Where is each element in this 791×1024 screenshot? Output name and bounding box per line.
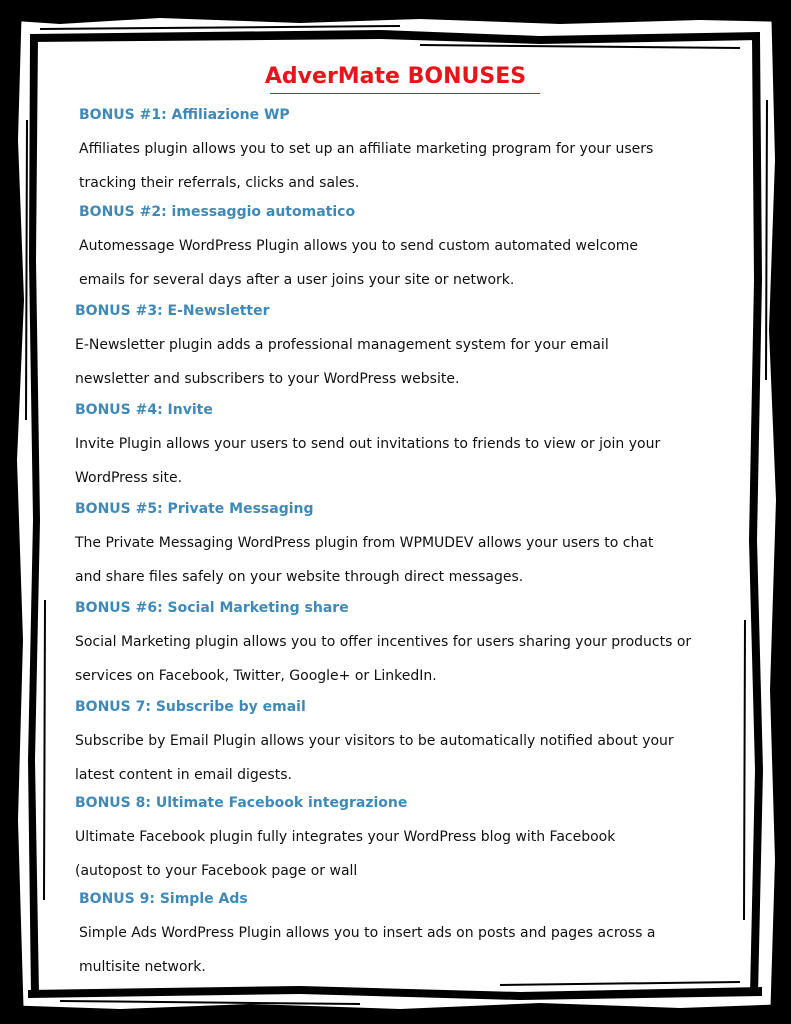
bonus-heading: BONUS #4: Invite: [75, 402, 213, 418]
bonus-heading: BONUS #1: Affiliazione WP: [79, 107, 290, 123]
bonus-heading: BONUS 9: Simple Ads: [79, 891, 248, 907]
bonus-heading: BONUS #5: Private Messaging: [75, 501, 314, 517]
bonus-description-line: Ultimate Facebook plugin fully integrates your WordPress blog with Facebook: [75, 829, 616, 845]
bonus-description-line: E-Newsletter plugin adds a professional management system for your email: [75, 337, 609, 353]
bonus-description-line: newsletter and subscribers to your WordPress website.: [75, 371, 460, 387]
bonus-description-line: tracking their referrals, clicks and sales.: [79, 175, 360, 191]
bonus-heading: BONUS 8: Ultimate Facebook integrazione: [75, 795, 408, 811]
bonus-description-line: Affiliates plugin allows you to set up an affiliate marketing program for your users: [79, 141, 654, 157]
bonus-description-line: The Private Messaging WordPress plugin from WPMUDEV allows your users to chat: [75, 535, 654, 551]
bonus-description-line: multisite network.: [79, 959, 206, 975]
bonus-heading: BONUS #6: Social Marketing share: [75, 600, 349, 616]
bonus-description-line: (autopost to your Facebook page or wall: [75, 863, 358, 879]
bonus-description-line: services on Facebook, Twitter, Google+ or LinkedIn.: [75, 668, 437, 684]
bonus-description-line: Social Marketing plugin allows you to offer incentives for users sharing your products or: [75, 634, 692, 650]
bonus-description-line: and share files safely on your website through direct messages.: [75, 569, 524, 585]
bonus-description-line: emails for several days after a user joins your site or network.: [79, 272, 515, 288]
bonus-heading: BONUS #3: E-Newsletter: [75, 303, 270, 319]
bonus-description-line: Invite Plugin allows your users to send out invitations to friends to view or join your: [75, 436, 661, 452]
page-title: AdverMate BONUSES: [264, 64, 527, 89]
title-underline: [270, 93, 540, 94]
bonus-description-line: Automessage WordPress Plugin allows you to send custom automated welcome: [79, 238, 639, 254]
bonus-description-line: Subscribe by Email Plugin allows your visitors to be automatically notified about your: [75, 733, 674, 749]
bonus-description-line: latest content in email digests.: [75, 767, 292, 783]
bonus-description-line: WordPress site.: [75, 470, 183, 486]
bonus-heading: BONUS #2: imessaggio automatico: [79, 204, 356, 220]
bonus-heading: BONUS 7: Subscribe by email: [75, 699, 306, 715]
bonus-description-line: Simple Ads WordPress Plugin allows you to insert ads on posts and pages across a: [79, 925, 656, 941]
